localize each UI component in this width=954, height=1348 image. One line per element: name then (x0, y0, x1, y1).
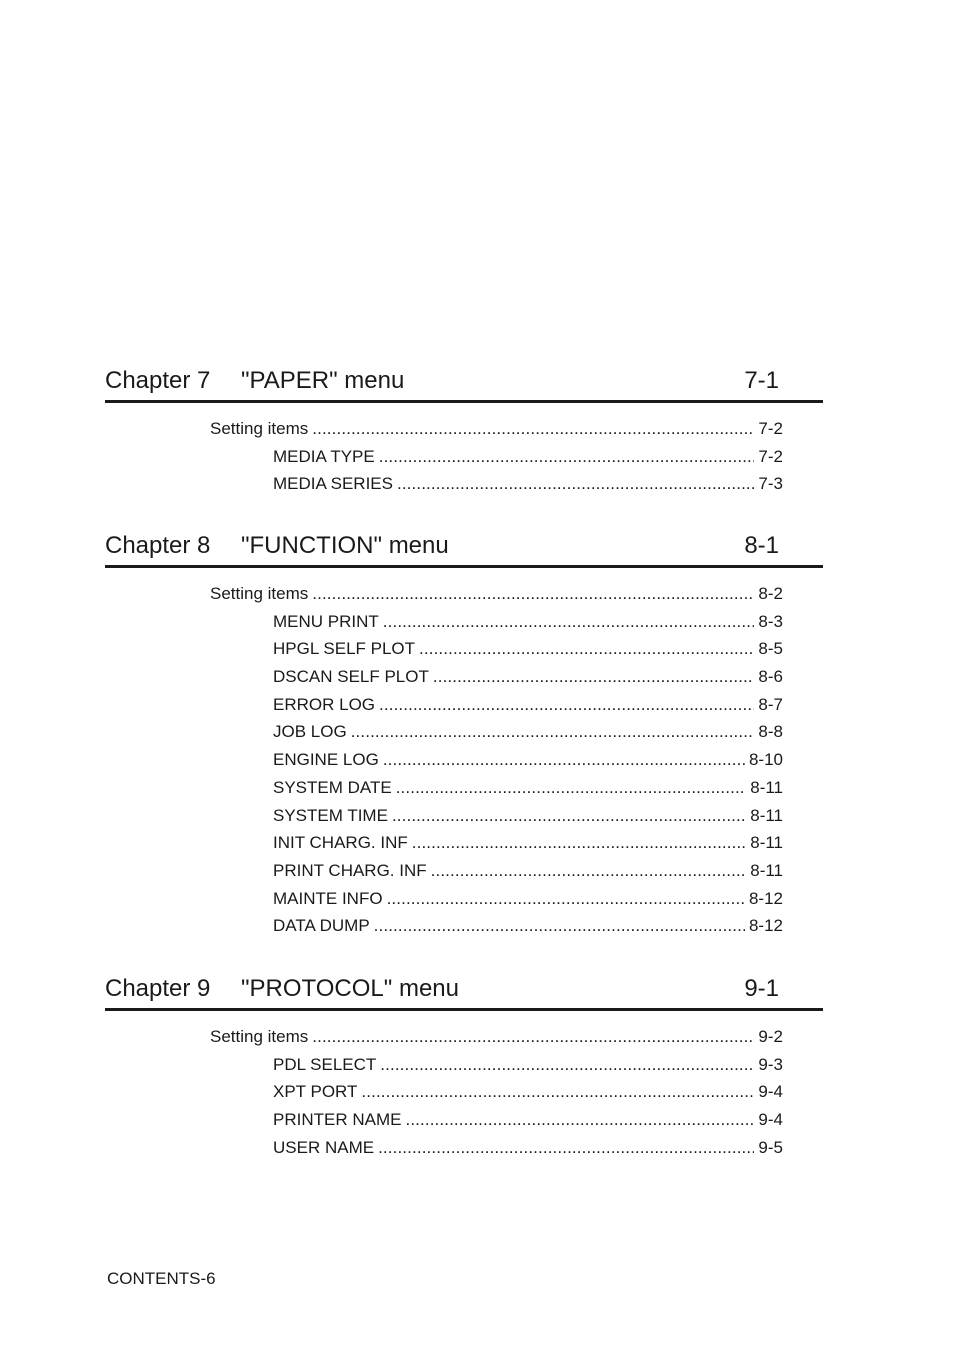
chapter-name: "PROTOCOL" menu (241, 975, 459, 1002)
dot-leader (380, 1055, 754, 1075)
toc-entry-label: INIT CHARG. INF (273, 833, 408, 853)
dot-leader (374, 916, 745, 936)
toc-entry-page: 8-12 (748, 888, 783, 908)
toc-entry-label: JOB LOG (273, 722, 347, 742)
dot-leader (387, 889, 745, 909)
toc-entry[interactable] (273, 639, 783, 667)
toc-entry[interactable] (273, 667, 783, 695)
toc-entry-label: SYSTEM DATE (273, 777, 392, 797)
toc-entry[interactable] (210, 584, 783, 612)
chapter-page-number: 8-1 (744, 532, 779, 559)
toc-entry[interactable] (273, 889, 783, 917)
dot-leader (379, 447, 755, 467)
dot-leader (379, 695, 754, 715)
toc-entry-label: PRINT CHARG. INF (273, 860, 427, 880)
dot-leader (392, 806, 746, 826)
chapter-number: Chapter 9 (105, 975, 211, 1002)
toc-entry[interactable] (273, 750, 783, 778)
dot-leader (361, 1082, 754, 1102)
toc-entry[interactable] (273, 722, 783, 750)
toc-entry-page: 8-12 (748, 916, 783, 936)
toc-entry-page: 7-3 (758, 474, 783, 494)
chapter-8-heading (105, 531, 823, 568)
toc-entry-label: Setting items (210, 419, 309, 438)
toc-entry-label: MAINTE INFO (273, 888, 383, 908)
chapter-name: "FUNCTION" menu (241, 532, 449, 559)
toc-entry-page: 9-2 (758, 1027, 783, 1046)
toc-entry-label: ENGINE LOG (273, 750, 379, 770)
toc-entry-label: MEDIA TYPE (273, 446, 375, 466)
dot-leader (412, 833, 746, 853)
toc-entry[interactable] (273, 861, 783, 889)
toc-entry[interactable] (210, 419, 783, 447)
dot-leader (433, 667, 755, 687)
toc-entry-list (105, 1027, 823, 1165)
toc-entry-page: 8-10 (748, 750, 783, 770)
toc-entry-list (105, 419, 823, 502)
dot-leader (312, 584, 754, 604)
toc-entry-list (105, 584, 823, 944)
toc-entry-label: MEDIA SERIES (273, 474, 393, 494)
dot-leader (396, 778, 747, 798)
toc-entry-label: PRINTER NAME (273, 1110, 402, 1130)
chapter-number: Chapter 8 (105, 532, 211, 559)
toc-entry-label: SYSTEM TIME (273, 805, 388, 825)
toc-entry-page: 8-11 (750, 860, 783, 880)
toc-entry-page: 8-7 (758, 694, 783, 714)
chapter-8-section (105, 531, 823, 944)
chapter-7-title[interactable] (105, 367, 404, 395)
chapter-page-number: 7-1 (744, 367, 779, 394)
toc-entry[interactable] (273, 447, 783, 475)
toc-entry-page: 8-2 (758, 584, 783, 603)
dot-leader (383, 612, 755, 632)
chapter-9-section (105, 974, 823, 1165)
dot-leader (312, 1027, 754, 1047)
toc-entry-page: 9-5 (758, 1137, 783, 1157)
chapter-9-title[interactable] (105, 975, 459, 1003)
chapter-7-section (105, 366, 823, 502)
toc-entry[interactable] (273, 833, 783, 861)
toc-entry-page: 9-4 (758, 1082, 783, 1102)
toc-entry-page: 8-5 (758, 639, 783, 659)
dot-leader (351, 722, 755, 742)
toc-entry-label: Setting items (210, 1027, 309, 1046)
toc-entry-label: USER NAME (273, 1137, 375, 1157)
toc-entry-label: DSCAN SELF PLOT (273, 667, 429, 687)
toc-entry-page: 8-11 (750, 805, 783, 825)
toc-entry-label: ERROR LOG (273, 694, 376, 714)
toc-entry-page: 7-2 (758, 419, 783, 438)
chapter-number: Chapter 7 (105, 367, 211, 394)
toc-entry-page: 8-11 (750, 833, 783, 853)
dot-leader (312, 419, 754, 439)
chapter-8-title[interactable] (105, 532, 449, 560)
toc-entry-page: 8-8 (758, 722, 783, 742)
toc-entry[interactable] (273, 1138, 783, 1166)
dot-leader (378, 1138, 754, 1158)
toc-entry-page: 8-11 (750, 777, 783, 797)
dot-leader (397, 474, 754, 494)
dot-leader (405, 1110, 754, 1130)
dot-leader (383, 750, 745, 770)
dot-leader (419, 639, 754, 659)
toc-entry-page: 7-2 (758, 446, 783, 466)
toc-entry-label: PDL SELECT (273, 1054, 377, 1074)
toc-entry-page: 8-6 (758, 667, 783, 687)
toc-entry[interactable] (273, 778, 783, 806)
toc-entry[interactable] (273, 612, 783, 640)
toc-entry-page: 8-3 (758, 611, 783, 631)
toc-entry-page: 9-3 (758, 1054, 783, 1074)
toc-entry[interactable] (273, 695, 783, 723)
chapter-name: "PAPER" menu (241, 367, 405, 394)
toc-entry-label: DATA DUMP (273, 916, 370, 936)
toc-entry[interactable] (273, 806, 783, 834)
dot-leader (431, 861, 747, 881)
toc-entry-page: 9-4 (758, 1110, 783, 1130)
toc-entry-label: XPT PORT (273, 1082, 358, 1102)
toc-entry[interactable] (273, 1110, 783, 1138)
toc-entry[interactable] (273, 916, 783, 944)
toc-entry-label: MENU PRINT (273, 611, 379, 631)
toc-entry-label: Setting items (210, 584, 309, 603)
chapter-9-heading (105, 974, 823, 1011)
chapter-7-heading (105, 366, 823, 403)
toc-entry[interactable] (210, 1027, 783, 1055)
chapter-page-number: 9-1 (744, 975, 779, 1002)
page-footer-label: CONTENTS-6 (107, 1269, 216, 1288)
toc-entry[interactable] (273, 474, 783, 502)
toc-entry[interactable] (273, 1082, 783, 1110)
toc-entry[interactable] (273, 1055, 783, 1083)
toc-entry-label: HPGL SELF PLOT (273, 639, 416, 659)
